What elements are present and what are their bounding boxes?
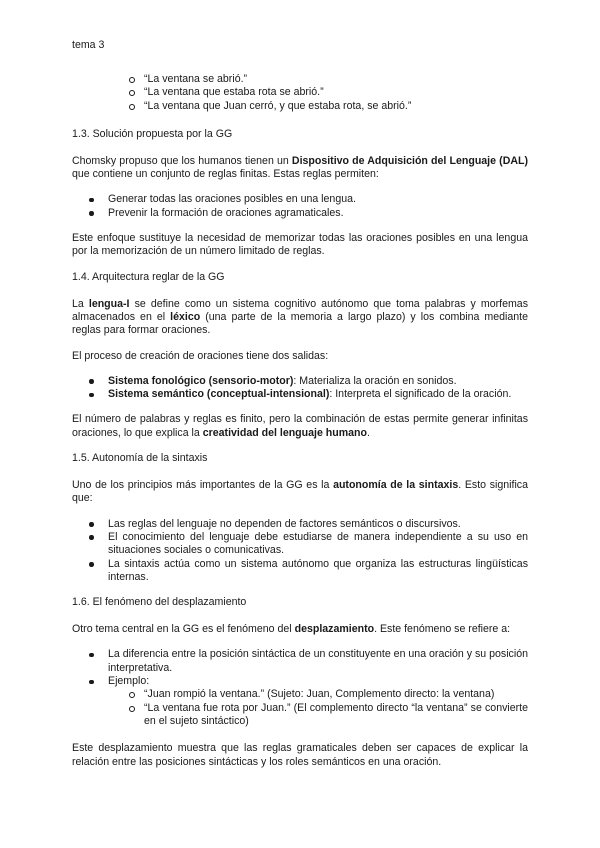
section-heading-1-4: 1.4. Arquitectura reglar de la GG (72, 270, 225, 283)
list-item: “La ventana que estaba rota se abrió.” (72, 86, 528, 99)
list-item: “La ventana fue rota por Juan.” (El complemento directo “la ventana” se convierte en el sujeto sintáctico) (108, 702, 528, 729)
page-header: tema 3 (72, 39, 105, 51)
list-item: “Juan rompió la ventana.” (Sujeto: Juan, Complemento directo: la ventana) (108, 688, 528, 701)
list-item: Ejemplo: “Juan rompió la ventana.” (Sujeto: Juan, Complemento directo: la ventana) “La ventana fue rota por Juan.” (El complemento directo “la ventana” se convierte en el sujeto sintáctico) (72, 675, 528, 728)
paragraph: Este desplazamiento muestra que las reglas gramaticales deben ser capaces de explicar la relación entre las posiciones sintácticas y los roles semánticos en una oración. (72, 742, 528, 768)
list-item: La sintaxis actúa como un sistema autónomo que organiza las estructuras lingüísticas internas. (72, 558, 528, 585)
section-heading-1-5: 1.5. Autonomía de la sintaxis (72, 452, 208, 465)
list-item: Sistema fonológico (sensorio-motor): Materializa la oración en sonidos. (72, 375, 528, 388)
list-item: Sistema semántico (conceptual-intensional): Interpreta el significado de la oración. (72, 388, 528, 401)
paragraph: La lengua-I se define como un sistema cognitivo autónomo que toma palabras y morfemas almacenados en el léxico (una parte de la memoria a largo plazo) y los combina mediante reglas para formar oraciones. (72, 297, 528, 337)
intro-example-list (72, 73, 528, 113)
example-sublist (108, 688, 528, 728)
list-item: Las reglas del lenguaje no dependen de factores semánticos o discursivos. (72, 518, 528, 531)
list-item: El conocimiento del lenguaje debe estudiarse de manera independiente a su uso en situaciones sociales o comunicativas. (72, 531, 528, 558)
paragraph: Otro tema central en la GG es el fenómeno del desplazamiento. Este fenómeno se refiere a: (72, 623, 511, 636)
rules-bullet-list (72, 193, 528, 220)
paragraph: Este enfoque sustituye la necesidad de memorizar todas las oraciones posibles en una lengua por la memorización de un número limitado de reglas. (72, 232, 528, 258)
paragraph: Chomsky propuso que los humanos tienen un Dispositivo de Adquisición del Lenguaje (DAL) que contiene un conjunto de reglas finitas. Estas reglas permiten: (72, 154, 528, 181)
section-heading-1-3: 1.3. Solución propuesta por la GG (72, 127, 233, 140)
list-item: Prevenir la formación de oraciones agramaticales. (72, 207, 528, 220)
displacement-bullet-list (72, 648, 528, 728)
list-item: “La ventana se abrió.” (72, 73, 528, 86)
section-heading-1-6: 1.6. El fenómeno del desplazamiento (72, 596, 247, 609)
paragraph: El proceso de creación de oraciones tiene dos salidas: (72, 349, 329, 362)
paragraph: Uno de los principios más importantes de la GG es la autonomía de la sintaxis. Esto significa que: (72, 479, 528, 505)
list-item: “La ventana que Juan cerró, y que estaba rota, se abrió.” (72, 100, 528, 113)
list-item: Generar todas las oraciones posibles en una lengua. (72, 193, 528, 206)
autonomy-bullet-list (72, 518, 528, 584)
list-item: La diferencia entre la posición sintáctica de un constituyente en una oración y su posición interpretativa. (72, 648, 528, 675)
paragraph: El número de palabras y reglas es finito, pero la combinación de estas permite generar infinitas oraciones, lo que explica la creatividad del lenguaje humano. (72, 413, 528, 439)
document-page (72, 38, 528, 769)
outputs-bullet-list (72, 375, 528, 402)
